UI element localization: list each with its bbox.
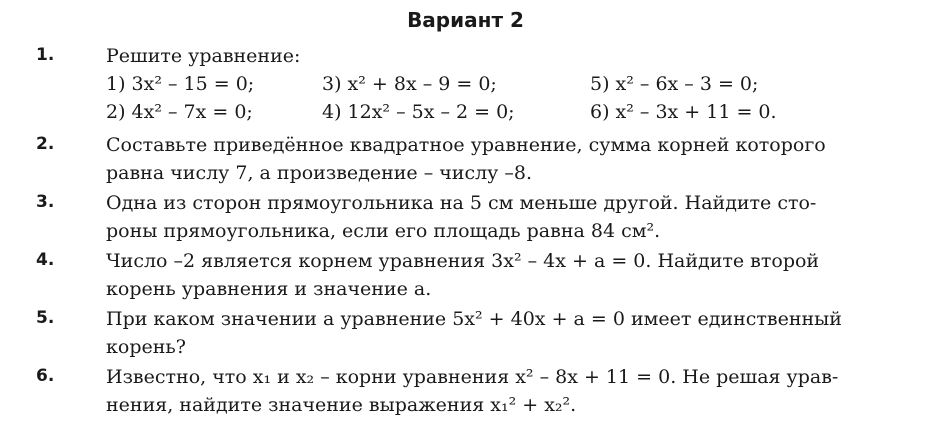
task-text-line: Одна из сторон прямоугольника на 5 см меньше другой. Найдите сто-	[106, 192, 817, 214]
task-text-line: Число –2 является корнем уравнения 3x² – 4x + a = 0. Найдите второй	[106, 250, 820, 272]
task-number: 5.	[36, 308, 55, 328]
page-title: Вариант 2	[407, 8, 524, 32]
equation-item: 4) 12x² – 5x – 2 = 0;	[322, 101, 515, 123]
equation-item: 6) x² – 3x + 11 = 0.	[590, 101, 777, 123]
task-text-line: корень?	[106, 336, 186, 358]
task-number: 3.	[36, 192, 55, 212]
equation-item: 3) x² + 8x – 9 = 0;	[322, 73, 497, 95]
equation-item: 5) x² – 6x – 3 = 0;	[590, 73, 759, 95]
task-text-line: равна числу 7, а произведение – числу –8.	[106, 162, 533, 184]
task-number: 2.	[36, 134, 55, 154]
task-text-line: корень уравнения и значение a.	[106, 278, 432, 300]
task-text-line: Решите уравнение:	[106, 45, 301, 67]
task-text-line: Известно, что x₁ и x₂ – корни уравнения x² – 8x + 11 = 0. Не решая урав-	[106, 366, 839, 388]
task-text-line: Составьте приведённое квадратное уравнение, сумма корней которого	[106, 134, 826, 156]
task-number: 4.	[36, 250, 55, 270]
equation-item: 1) 3x² – 15 = 0;	[106, 73, 255, 95]
equation-item: 2) 4x² – 7x = 0;	[106, 101, 253, 123]
task-text-line: нения, найдите значение выражения x₁² + x₂².	[106, 394, 577, 416]
task-number: 6.	[36, 366, 55, 386]
task-text-line: При каком значении a уравнение 5x² + 40x + a = 0 имеет единственный	[106, 308, 842, 330]
task-number: 1.	[36, 45, 55, 65]
task-text-line: роны прямоугольника, если его площадь равна 84 см².	[106, 220, 661, 242]
